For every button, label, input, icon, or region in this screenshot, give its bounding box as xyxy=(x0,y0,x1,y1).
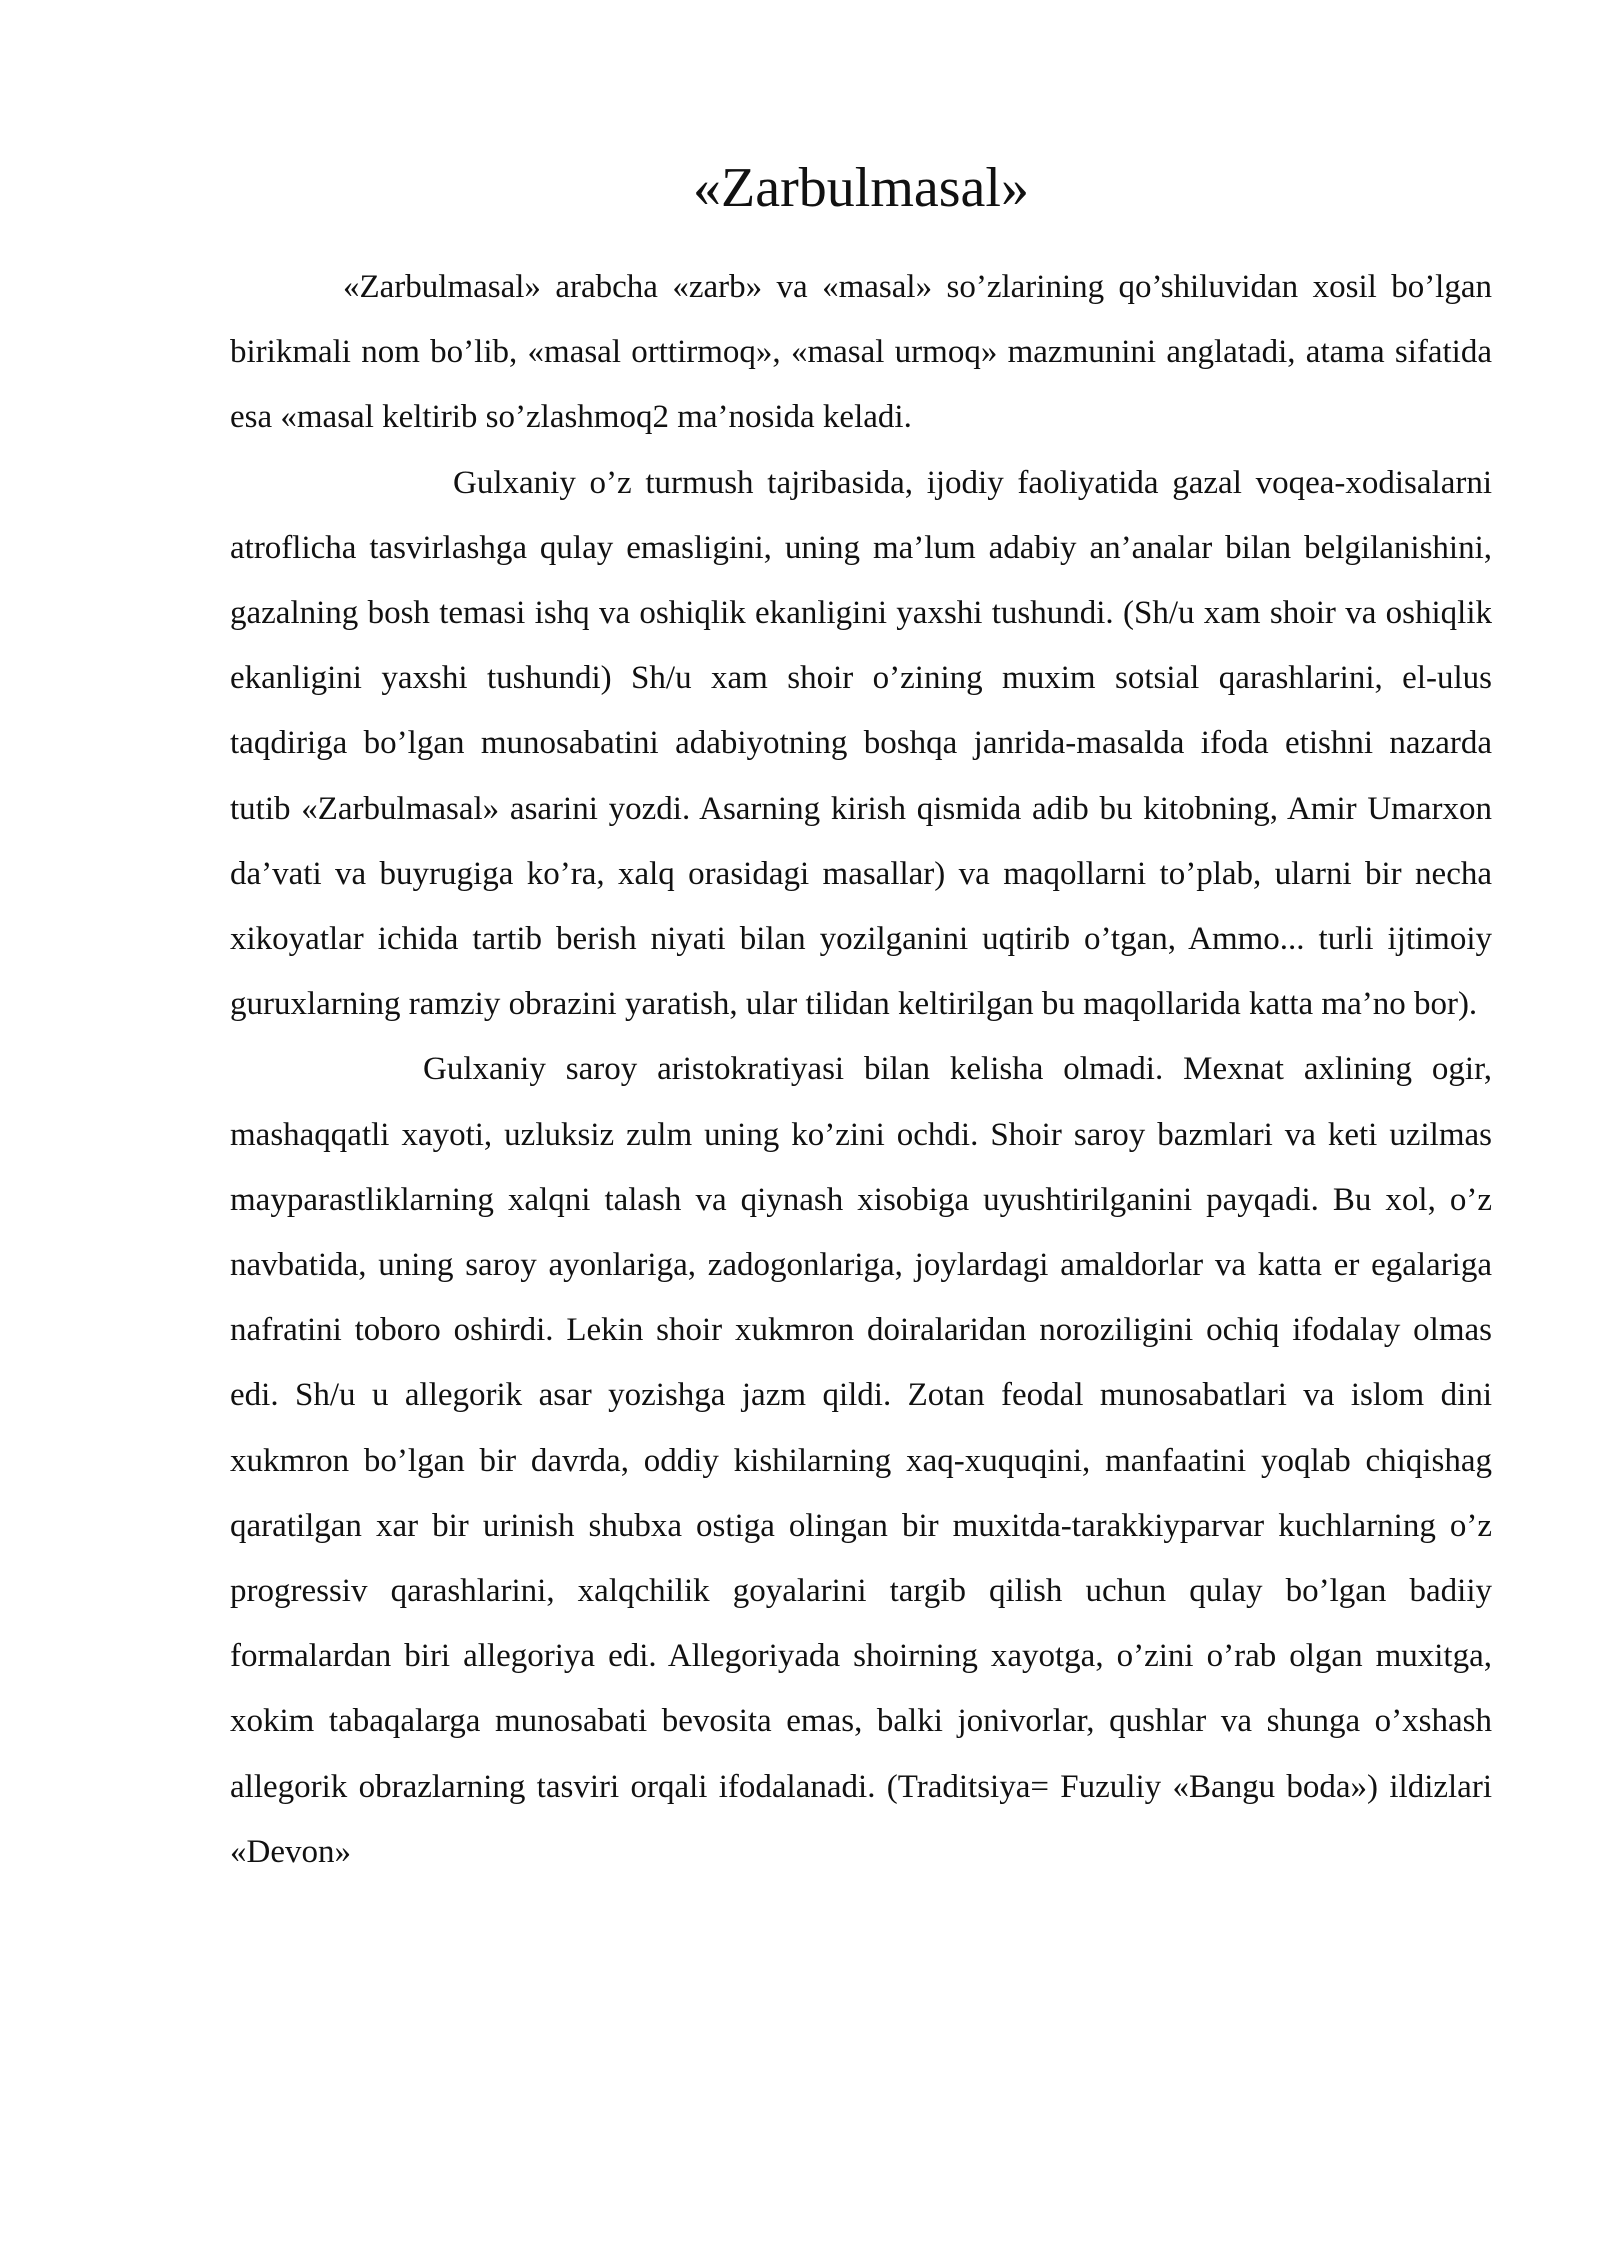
document-body xyxy=(230,255,1492,1885)
document-title: «Zarbulmasal» xyxy=(693,157,1029,219)
paragraph-intro: «Zarbulmasal» arabcha «zarb» va «masal» so’zlarining qo’shiluvidan xosil bo’lgan birikmali nom bo’lib, «masal orttirmoq», «masal urmoq» mazmunini anglatadi, atama sifatida esa «masal keltirib so’zlashmoq2 ma’nosida keladi. xyxy=(230,269,1492,436)
paragraph-gulxaniy-allegory: Gulxaniy saroy aristokratiyasi bilan kelisha olmadi. Mexnat axlining ogir, mashaqqatli xayoti, uzluksiz zulm uning ko’zini ochdi. Shoir saroy bazmlari va keti uzilmas mayparastliklarning xalqni talash va qiynash xisobiga uyushtirilganini payqadi. Bu xol, o’z navbatida, uning saroy ayonlariga, zadogonlariga, joylardagi amaldorlar va katta er egalariga nafratini toboro oshirdi. Lekin shoir xukmron doiralaridan noroziligini ochiq ifodalay olmas edi. Sh/u u allegorik asar yozishga jazm qildi. Zotan feodal munosabatlari va islom dini xukmron bo’lgan bir davrda, oddiy kishilarning xaq-xuquqini, manfaatini yoqlab chiqishag qaratilgan xar bir urinish shubxa ostiga olingan bir muxitda-tarakkiyparvar kuchlarning o’z progressiv qarashlarini, xalqchilik goyalarini targib qilish uchun qulay bo’lgan badiiy formalardan biri allegoriya edi. Allegoriyada shoirning xayotga, o’zini o’rab olgan muxitga, xokim tabaqalarga munosabati bevosita emas, balki jonivorlar, qushlar va shunga o’xshash allegorik obrazlarning tasviri orqali ifodalanadi. (Traditsiya= Fuzuliy «Bangu boda») ildizlari «Devon» xyxy=(230,1051,1492,1870)
paragraph-gulxaniy-gazal: Gulxaniy o’z turmush tajribasida, ijodiy faoliyatida gazal voqea-xodisalarni atroflicha tasvirlashga qulay emasligini, uning ma’lum adabiy an’analar bilan belgilanishini, gazalning bosh temasi ishq va oshiqlik ekanligini yaxshi tushundi. (Sh/u xam shoir va oshiqlik ekanligini yaxshi tushundi) Sh/u xam shoir o’zining muxim sotsial qarashlarini, el-ulus taqdiriga bo’lgan munosabatini adabiyotning boshqa janrida-masalda ifoda etishni nazarda tutib «Zarbulmasal» asarini yozdi. Asarning kirish qismida adib bu kitobning, Amir Umarxon da’vati va buyrugiga ko’ra, xalq orasidagi masallar) va maqollarni to’plab, ularni bir necha xikoyatlar ichida tartib berish niyati bilan yozilganini uqtirib o’tgan, Ammo... turli ijtimoiy guruxlarning ramziy obrazini yaratish, ular tilidan keltirilgan bu maqollarida katta ma’no bor). xyxy=(230,464,1492,1023)
